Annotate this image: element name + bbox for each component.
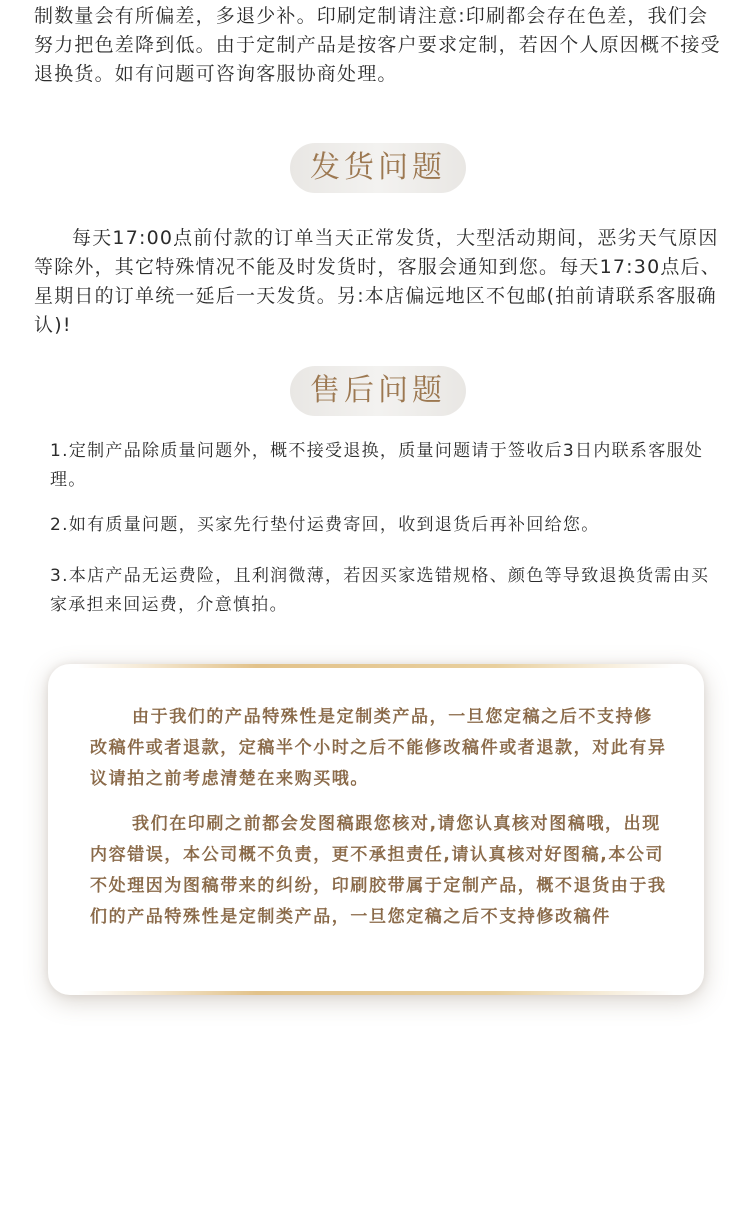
intro-paragraph: 制数量会有所偏差，多退少补。印刷定制请注意:印刷都会存在色差，我们会努力把色差降到低。由于定制产品是按客户要求定制，若因个人原因概不接受退换货。如有问题可咨询客服协商处理。 <box>34 5 721 85</box>
shipping-paragraph: 每天17:00点前付款的订单当天正常发货，大型活动期间，恶劣天气原因等除外，其它特殊情况不能及时发货时，客服会通知到您。每天17:30点后、星期日的订单统一延后一天发货。另:本店偏远地区不包邮(拍前请联系客服确认)! <box>34 227 721 336</box>
aftersales-heading: 售后问题 <box>310 373 446 408</box>
card-bottom-gold-line <box>78 991 674 995</box>
notice-card <box>48 664 704 995</box>
aftersales-item-3: 3.本店产品无运费险，且利润微薄，若因买家选错规格、颜色等导致退换货需由买家承担来回运费，介意慎拍。 <box>50 566 710 615</box>
aftersales-heading-pill <box>290 366 466 416</box>
shipping-heading-pill <box>290 143 466 193</box>
card-top-gold-line <box>78 664 674 668</box>
aftersales-item-2: 2.如有质量问题，买家先行垫付运费寄回，收到退货后再补回给您。 <box>50 515 600 535</box>
notice-paragraph-1: 由于我们的产品特殊性是定制类产品，一旦您定稿之后不支持修改稿件或者退款，定稿半个小时之后不能修改稿件或者退款，对此有异议请拍之前考虑清楚在来购买哦。 <box>90 707 667 789</box>
notice-paragraph-2: 我们在印刷之前都会发图稿跟您核对,请您认真核对图稿哦，出现内容错误，本公司概不负责，更不承担责任,请认真核对好图稿,本公司不处理因为图稿带来的纠纷，印刷胶带属于定制产品，概不退货由于我们的产品特殊性是定制类产品，一旦您定稿之后不支持修改稿件 <box>90 814 667 927</box>
shipping-heading: 发货问题 <box>310 150 446 185</box>
aftersales-item-1: 1.定制产品除质量问题外，概不接受退换，质量问题请于签收后3日内联系客服处理。 <box>50 441 704 490</box>
